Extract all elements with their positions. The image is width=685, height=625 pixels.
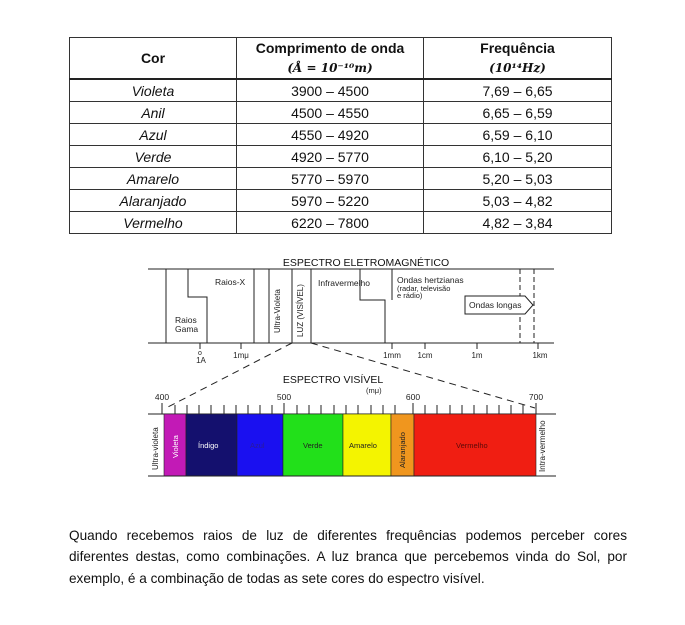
header-color: Cor (70, 38, 237, 80)
visible-ticks (162, 403, 536, 414)
label-raios-gama-2: Gama (175, 324, 199, 334)
tick-400: 400 (154, 392, 170, 402)
band-label-vermelho: Vermelho (456, 441, 488, 450)
label-ondas-longas: Ondas longas (469, 300, 522, 310)
label-luz-visivel: LUZ (VISÍVEL) (296, 284, 305, 337)
label-ondas-hertz-2: (radar, televisão (397, 284, 451, 293)
label-ondas-hertz-1: Ondas hertzianas (397, 275, 464, 285)
band-label-azul: Azul (250, 441, 265, 450)
cell-wavelength: 4550 – 4920 (237, 124, 424, 146)
cell-frequency: 6,65 – 6,59 (424, 102, 612, 124)
em-title: ESPECTRO ELETROMAGNÉTICO (282, 257, 450, 269)
header-frequency-unit: (10¹⁴Hz) (489, 60, 546, 75)
visible-title: ESPECTRO VISÍVEL (282, 374, 384, 386)
cell-frequency: 7,69 – 6,65 (424, 79, 612, 102)
label-infravermelho: Infravermelho (318, 278, 370, 288)
cell-color: Azul (70, 124, 237, 146)
band-label-violeta: Violeta (171, 435, 180, 458)
cell-color: Verde (70, 146, 237, 168)
cell-wavelength: 5770 – 5970 (237, 168, 424, 190)
tick-500: 500 (276, 392, 292, 402)
cell-color: Alaranjado (70, 190, 237, 212)
scale-km: 1km (532, 351, 548, 360)
label-raios-x: Raios-X (215, 277, 246, 287)
header-wavelength-unit: (Å = 10⁻¹⁰m) (287, 60, 373, 75)
cell-wavelength: 4920 – 5770 (237, 146, 424, 168)
cell-frequency: 5,20 – 5,03 (424, 168, 612, 190)
band-label-intra-vermelho: Intra-vermelho (538, 420, 547, 472)
cell-frequency: 6,10 – 5,20 (424, 146, 612, 168)
band-label-alaranjado: Alaranjado (398, 432, 407, 468)
cell-wavelength: 6220 – 7800 (237, 212, 424, 234)
scale-mm: 1mm (383, 351, 401, 360)
band-label-verde: Verde (303, 441, 323, 450)
visible-unit: (mμ) (366, 386, 382, 395)
tick-600: 600 (405, 392, 421, 402)
band-label-amarelo: Amarelo (349, 441, 377, 450)
cell-color: Vermelho (70, 212, 237, 234)
cell-frequency: 6,59 – 6,10 (424, 124, 612, 146)
label-ondas-hertz-3: e rádio) (397, 291, 423, 300)
cell-color: Violeta (70, 79, 237, 102)
scale-angstrom: 1A (196, 356, 206, 365)
tick-700: 700 (528, 392, 544, 402)
scale-m: 1m (471, 351, 483, 360)
cell-color: Amarelo (70, 168, 237, 190)
cell-wavelength: 4500 – 4550 (237, 102, 424, 124)
header-wavelength-label: Comprimento de onda (255, 39, 405, 56)
cell-frequency: 4,82 – 3,84 (424, 212, 612, 234)
scale-o: o (198, 350, 202, 357)
cell-color: Anil (70, 102, 237, 124)
header-frequency-label: Frequência (480, 39, 555, 56)
cell-wavelength: 5970 – 5220 (237, 190, 424, 212)
label-ultra-violeta: Ultra-Violeta (273, 289, 282, 333)
explanation-paragraph: Quando recebemos raios de luz de diferentes frequências podemos perceber cores diferentes destas, como combinações. A luz branca que percebemos vinda do Sol, por exemplo, é a combinação de todas as sete cores do espectro visível. (69, 527, 627, 586)
cell-wavelength: 3900 – 4500 (237, 79, 424, 102)
scale-mu: 1mμ (233, 351, 249, 360)
band-label-ultra-violeta: Ultra-violeta (151, 427, 160, 470)
cell-frequency: 5,03 – 4,82 (424, 190, 612, 212)
scale-cm: 1cm (417, 351, 433, 360)
label-raios-gama-1: Raios (175, 315, 197, 325)
band-label-indigo: Índigo (198, 441, 219, 450)
